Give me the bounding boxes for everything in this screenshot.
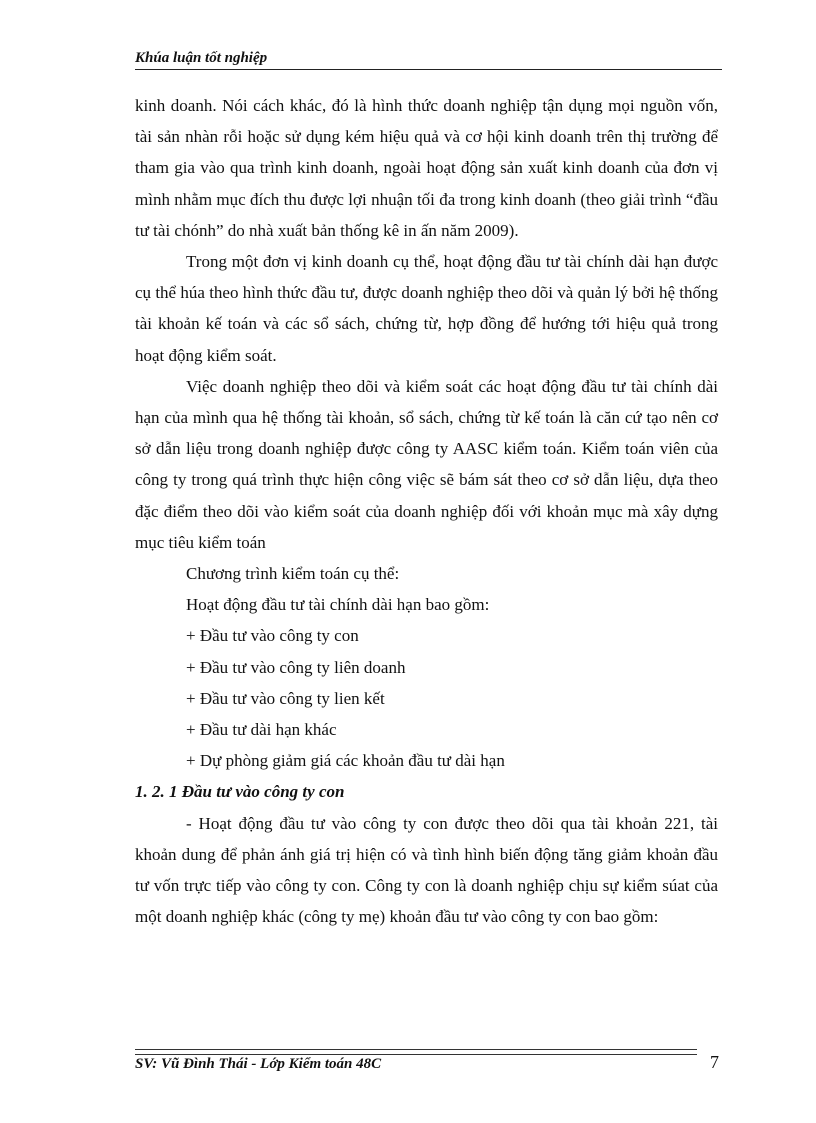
document-body bbox=[135, 90, 718, 932]
section-heading: 1. 2. 1 Đầu tư vào công ty con bbox=[135, 782, 345, 802]
paragraph-2: Trong một đơn vị kinh doanh cụ thể, hoạt động đầu tư tài chính dài hạn được cụ thể húa theo hình thức đầu tư, được doanh nghiệp theo dõi và quản lý bởi hệ thống tài khoản kế toán và các sổ sách, chứng từ, hợp đồng để hướng tới hiệu quả trong hoạt động kiểm soát. bbox=[135, 252, 718, 365]
footer-divider bbox=[135, 1049, 697, 1055]
list-item: + Dự phòng giảm giá các khoản đầu tư dài hạn bbox=[186, 751, 505, 771]
section-paragraph: - Hoạt động đầu tư vào công ty con được theo dõi qua tài khoản 221, tài khoản dung để phản ánh giá trị hiện có và tình hình biến động tăng giảm khoản đầu tư vốn trực tiếp vào công ty con. Công ty con là doanh nghiệp chịu sự kiểm súat của một doanh nghiệp khác (công ty mẹ) khoản đầu tư vào công ty con bao gồm: bbox=[135, 813, 718, 927]
list-intro-1: Chương trình kiểm toán cụ thể: bbox=[186, 564, 400, 584]
list-item: + Đầu tư dài hạn khác bbox=[186, 720, 337, 740]
page-number: 7 bbox=[710, 1052, 719, 1072]
list-intro-2: Hoạt động đầu tư tài chính dài hạn bao gồm: bbox=[186, 595, 490, 615]
footer-author: SV: Vũ Đình Thái - Lớp Kiểm toán 48C bbox=[135, 1056, 382, 1072]
list-item: + Đầu tư vào công ty con bbox=[186, 626, 359, 646]
list-item: + Đầu tư vào công ty liên doanh bbox=[186, 657, 406, 677]
document-header: Khúa luận tốt nghiệp bbox=[135, 50, 722, 70]
paragraph-1: kinh doanh. Nói cách khác, đó là hình thức doanh nghiệp tận dụng mọi nguồn vốn, tài sản nhàn rỗi hoặc sử dụng kém hiệu quả và cơ hội kinh doanh trên thị trường để tham gia vào qua trình kinh doanh, ngoài hoạt động sản xuất kinh doanh của đơn vị mình nhằm mục đích thu được lợi nhuận tối đa trong kinh doanh (theo giải trình “đầu tư tài chónh” do nhà xuất bản thống kê in ấn năm 2009). bbox=[135, 96, 718, 240]
list-item: + Đầu tư vào công ty lien kết bbox=[186, 688, 385, 708]
paragraph-3: Việc doanh nghiệp theo dõi và kiểm soát các hoạt động đầu tư tài chính dài hạn của mình qua hệ thống tài khoản, sổ sách, chứng từ kế toán là căn cứ tạo nên cơ sở dẫn liệu trong doanh nghiệp được công ty AASC kiểm toán. Kiểm toán viên của công ty trong quá trình thực hiện công việc sẽ bám sát theo cơ sở dẫn liệu, dựa theo đặc điểm theo dõi vào kiểm soát của doanh nghiệp đối với khoản mục mà xây dựng mục tiêu kiểm toán bbox=[135, 376, 718, 552]
